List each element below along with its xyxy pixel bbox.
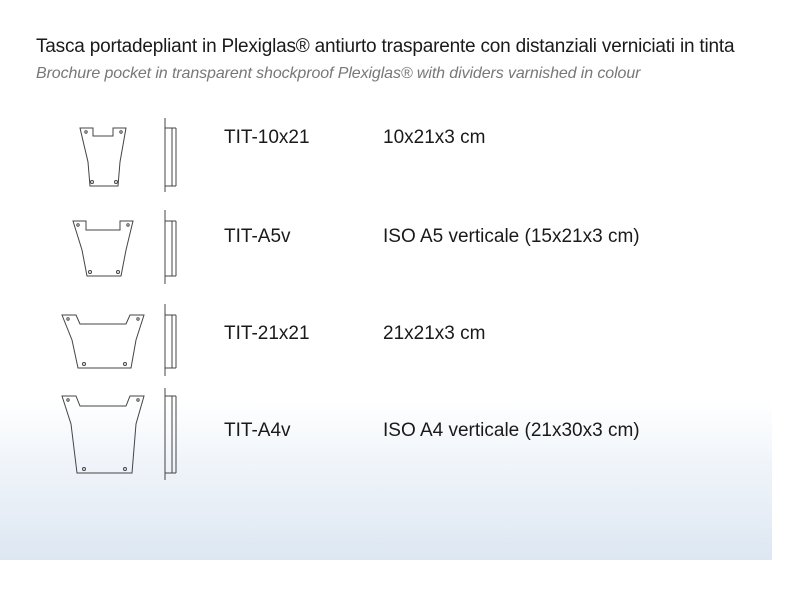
product-description: 10x21x3 cm	[383, 127, 486, 148]
product-code: TIT-21x21	[224, 323, 310, 344]
product-code: TIT-10x21	[224, 127, 310, 148]
page-subtitle: Brochure pocket in transparent shockproof Plexiglas® with dividers varnished in colour	[36, 65, 641, 82]
product-code: TIT-A4v	[224, 420, 291, 441]
product-description: ISO A5 verticale (15x21x3 cm)	[383, 226, 640, 247]
page-title: Tasca portadepliant in Plexiglas® antiurto trasparente con distanziali verniciati in tinta	[36, 36, 735, 57]
product-description: ISO A4 verticale (21x30x3 cm)	[383, 420, 640, 441]
product-description: 21x21x3 cm	[383, 323, 486, 344]
product-code: TIT-A5v	[224, 226, 291, 247]
